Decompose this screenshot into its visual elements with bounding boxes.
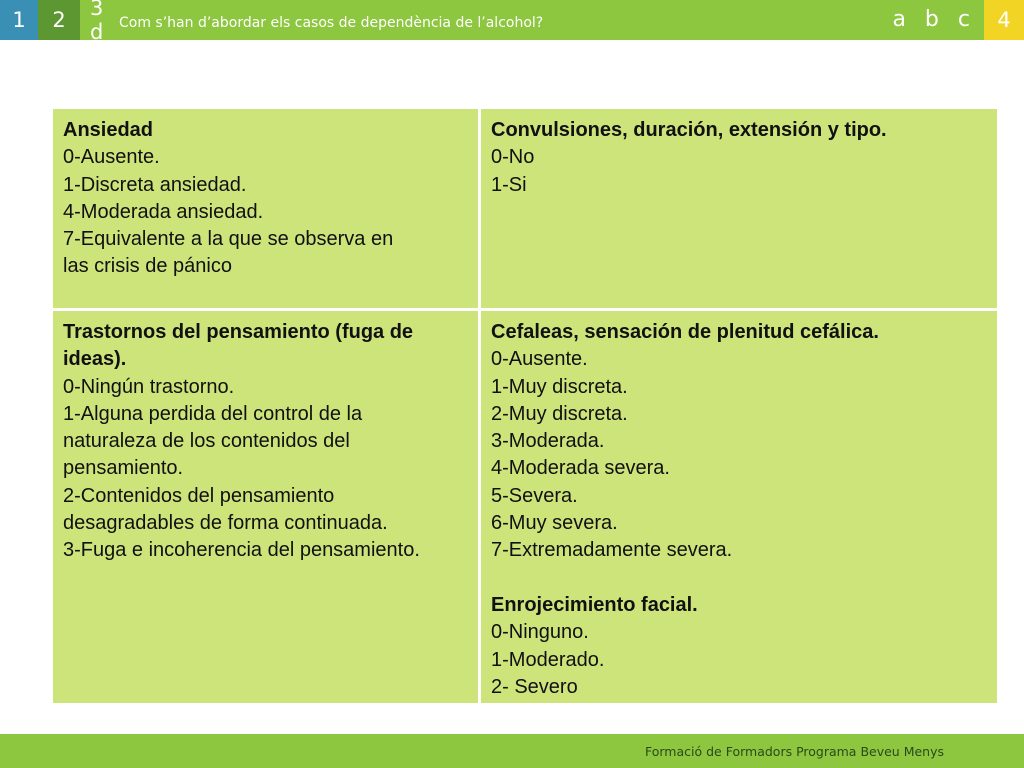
cell-line: 3-Fuga e incoherencia del pensamiento. [63,539,420,562]
cell-line: pensamiento. [63,457,184,480]
cell-line: 5-Severa. [491,484,578,507]
cell-line: 6-Muy severa. [491,512,618,535]
cell-line: las crisis de pánico [63,255,232,278]
tab-1[interactable]: 1 [0,0,38,40]
cell-line: 2-Muy discreta. [491,402,628,425]
cell-line: 1-Discreta ansiedad. [63,173,247,196]
cell-line: 4-Moderada ansiedad. [63,200,264,223]
cell-cefaleas [481,311,997,703]
cell-line: 0-No [491,146,535,169]
cell-line: 1-Si [491,173,527,196]
footer-bar [0,734,1024,768]
sub-section-b[interactable]: b [924,7,939,32]
cell-heading: Convulsiones, duración, extensión y tipo. [491,119,887,141]
tab-2[interactable]: 2 [38,0,80,40]
symptom-table [53,109,997,703]
cell-line: 2-Contenidos del pensamiento [63,484,335,507]
cell-line: 7-Equivalente a la que se observa en [63,228,394,251]
cell-line: 1-Alguna perdida del control de la [63,402,363,425]
cell-ansiedad [53,109,478,308]
cell-heading: Cefaleas, sensación de plenitud cefálica. [491,321,879,343]
cell-line: 4-Moderada severa. [491,457,670,480]
tab-4[interactable]: 4 [984,0,1024,40]
footer-caption: Formació de Formadors Programa Beveu Menys [645,744,944,759]
cell-line: 0-Ausente. [491,348,588,371]
sub-section-links [873,0,984,40]
sub-section-c[interactable]: c [957,7,970,32]
cell-heading: Ansiedad [63,119,154,141]
cell-line: 0-Ninguno. [491,621,589,644]
cell-line: 0-Ausente. [63,146,160,169]
cell-heading: ideas). [63,348,127,371]
cell-line: 1-Muy discreta. [491,375,628,398]
top-navigation-bar [0,0,1024,44]
tab-3d[interactable]: 3 d [90,0,104,44]
slide-title: Com s’han d’abordar els casos de dependència de l’alcohol? [119,14,544,31]
cell-line: 0-Ningún trastorno. [63,375,235,398]
cell-line: 7-Extremadamente severa. [491,539,733,562]
cell-line: 1-Moderado. [491,648,605,671]
cell-spacer [491,565,987,592]
cell-trastornos-pensamiento [53,311,478,703]
cell-heading: Trastornos del pensamiento (fuga de [63,321,414,343]
cell-line: desagradables de forma continuada. [63,512,388,535]
cell-convulsiones [481,109,997,308]
cell-line: 2- Severo [491,675,578,698]
cell-heading: Enrojecimiento facial. [491,593,698,616]
sub-section-a[interactable]: a [892,7,906,32]
cell-line: naturaleza de los contenidos del [63,430,350,453]
cell-line: 3-Moderada. [491,430,605,453]
